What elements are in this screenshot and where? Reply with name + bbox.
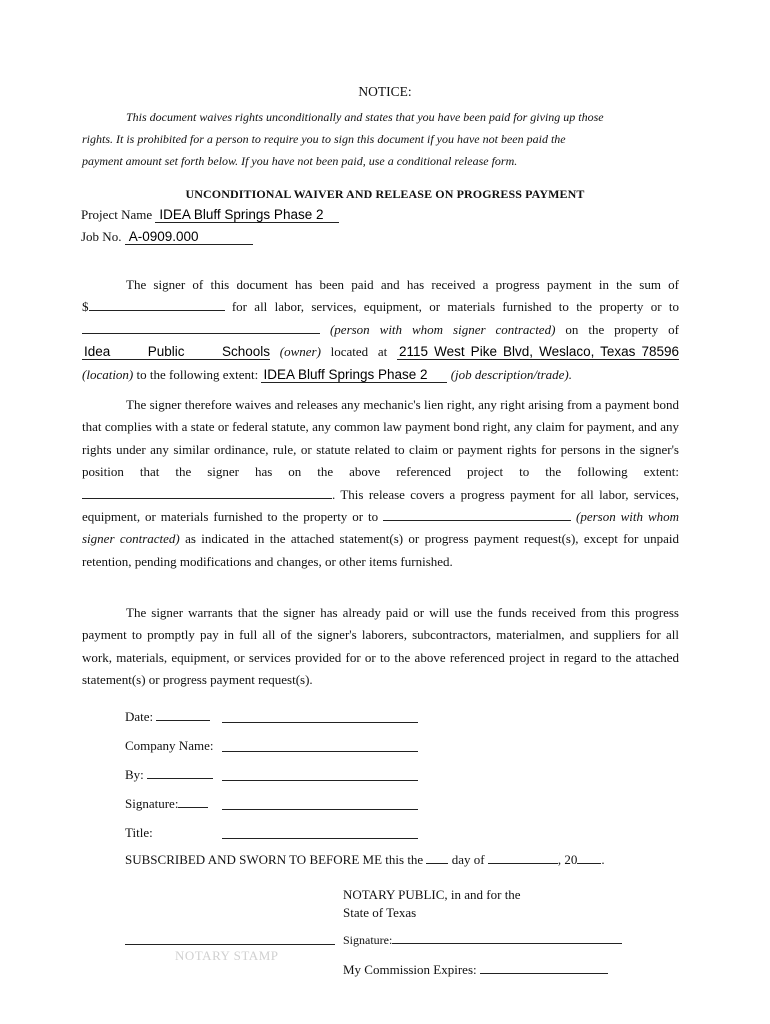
notary-signature-row (343, 933, 622, 948)
date-short-field[interactable] (156, 720, 210, 721)
job-number-row (81, 229, 253, 245)
located-at-label: located at (330, 344, 388, 360)
owner-field[interactable] (82, 345, 270, 360)
project-name-value: IDEA Bluff Springs Phase 2 (159, 207, 324, 222)
notary-stamp-line[interactable] (125, 944, 335, 945)
company-name-label: Company Name: (125, 738, 214, 753)
release-text-3: as indicated in the attached statement(s) or progress payment request(s), except for unpaid retention, pending modifications and changes, or other items furnished. (82, 531, 680, 569)
warranty-text: The signer warrants that the signer has already paid or will use the funds received from this progress payment to promptly pay in full all of the signer's laborers, subcontractors, materialmen, and suppliers for all work, materials, equipment, or services provided for or to the above referenced project in regard to the attached statement(s) or progress payment request(s). (82, 605, 679, 688)
payment-amount-field[interactable] (89, 310, 225, 311)
project-name-row (81, 207, 339, 223)
notice-line-1: This document waives rights unconditionally and states that you have been paid for giving up those (126, 110, 604, 124)
title-label: Title: (125, 825, 153, 840)
notice-title: NOTICE: (358, 84, 412, 99)
commission-row (343, 962, 608, 978)
notice-line-3: payment amount set forth below. If you have not been paid, use a conditional release form. (82, 154, 518, 168)
dollar-sign: $ (82, 299, 89, 315)
notary-heading: NOTARY PUBLIC, in and for the (343, 887, 521, 902)
title-field[interactable] (222, 838, 418, 839)
notary-stamp-label: NOTARY STAMP (175, 948, 279, 963)
by-short-field[interactable] (147, 778, 213, 779)
sworn-year-field[interactable] (577, 863, 601, 864)
job-number-value: A-0909.000 (128, 229, 199, 244)
notary-signature-field[interactable] (392, 943, 622, 944)
project-name-field[interactable] (155, 208, 339, 223)
owner-value: Idea Public Schools (84, 344, 270, 360)
release-paragraph (82, 394, 679, 573)
payment-text-2: for all labor, services, equipment, or materials furnished to the property or to (231, 299, 680, 315)
payment-text-3: on the property of (565, 321, 680, 337)
location-value: 2115 West Pike Blvd, Weslaco, Texas 78596 (399, 344, 680, 360)
sworn-statement: SUBSCRIBED AND SWORN TO BEFORE ME this the day of , 20 . (125, 852, 605, 867)
warranty-paragraph (82, 602, 679, 692)
job-number-field[interactable] (125, 230, 253, 245)
commission-expires-field[interactable] (480, 973, 608, 974)
by-label: By: (125, 767, 213, 783)
commission-label: My Commission Expires: (343, 962, 477, 977)
notary-state: State of Texas (343, 905, 417, 920)
document-title: UNCONDITIONAL WAIVER AND RELEASE ON PROGRESS PAYMENT (185, 187, 585, 201)
extent-label: to the following extent: (136, 366, 259, 382)
payment-paragraph (82, 274, 679, 386)
contracted-person-label: (person with whom signer contracted) (329, 321, 556, 337)
signature-short-field[interactable] (178, 807, 208, 808)
extent-value: IDEA Bluff Springs Phase 2 (263, 366, 428, 382)
signature-label: Signature: (125, 796, 208, 812)
sworn-day-field[interactable] (426, 863, 448, 864)
owner-label: (owner) (279, 344, 321, 360)
company-name-field[interactable] (222, 751, 418, 752)
job-number-label: Job No. (81, 229, 122, 244)
release-contracted-person-field[interactable] (383, 520, 571, 521)
project-name-label: Project Name (81, 207, 153, 222)
release-extent-field[interactable] (82, 498, 332, 499)
extent-field[interactable] (261, 368, 447, 383)
notary-signature-label: Signature: (343, 933, 393, 947)
release-text-2: . This release covers a progress payment for all labor, services, equipment, or materials furnished to the property or to (82, 486, 679, 525)
location-label: (location) (82, 366, 134, 382)
date-label: Date: (125, 709, 210, 725)
signature-field[interactable] (222, 809, 418, 810)
notice-text (82, 106, 682, 172)
date-field[interactable] (222, 722, 418, 723)
by-field[interactable] (222, 780, 418, 781)
location-field[interactable] (397, 345, 679, 360)
release-contracted-person-label: (person with whom signer contracted) (82, 509, 680, 547)
job-description-label: (job description/trade). (450, 366, 573, 382)
contracted-person-field[interactable] (82, 333, 320, 334)
release-text-1: The signer therefore waives and releases any mechanic's lien right, any right arising from a payment bond that complies with a state or federal statute, any common law payment bond right, any claim for payment, and any rights under any similar ordinance, rule, or statute related to claim or payment rights for persons in the signer's position that the signer has on the above referenced project to the following extent: (82, 397, 679, 480)
notice-line-2: rights. It is prohibited for a person to require you to sign this document if you have not been paid the (82, 132, 566, 146)
payment-text-1: The signer of this document has been paid and has received a progress payment in the sum of (126, 277, 679, 292)
sworn-month-field[interactable] (488, 863, 558, 864)
